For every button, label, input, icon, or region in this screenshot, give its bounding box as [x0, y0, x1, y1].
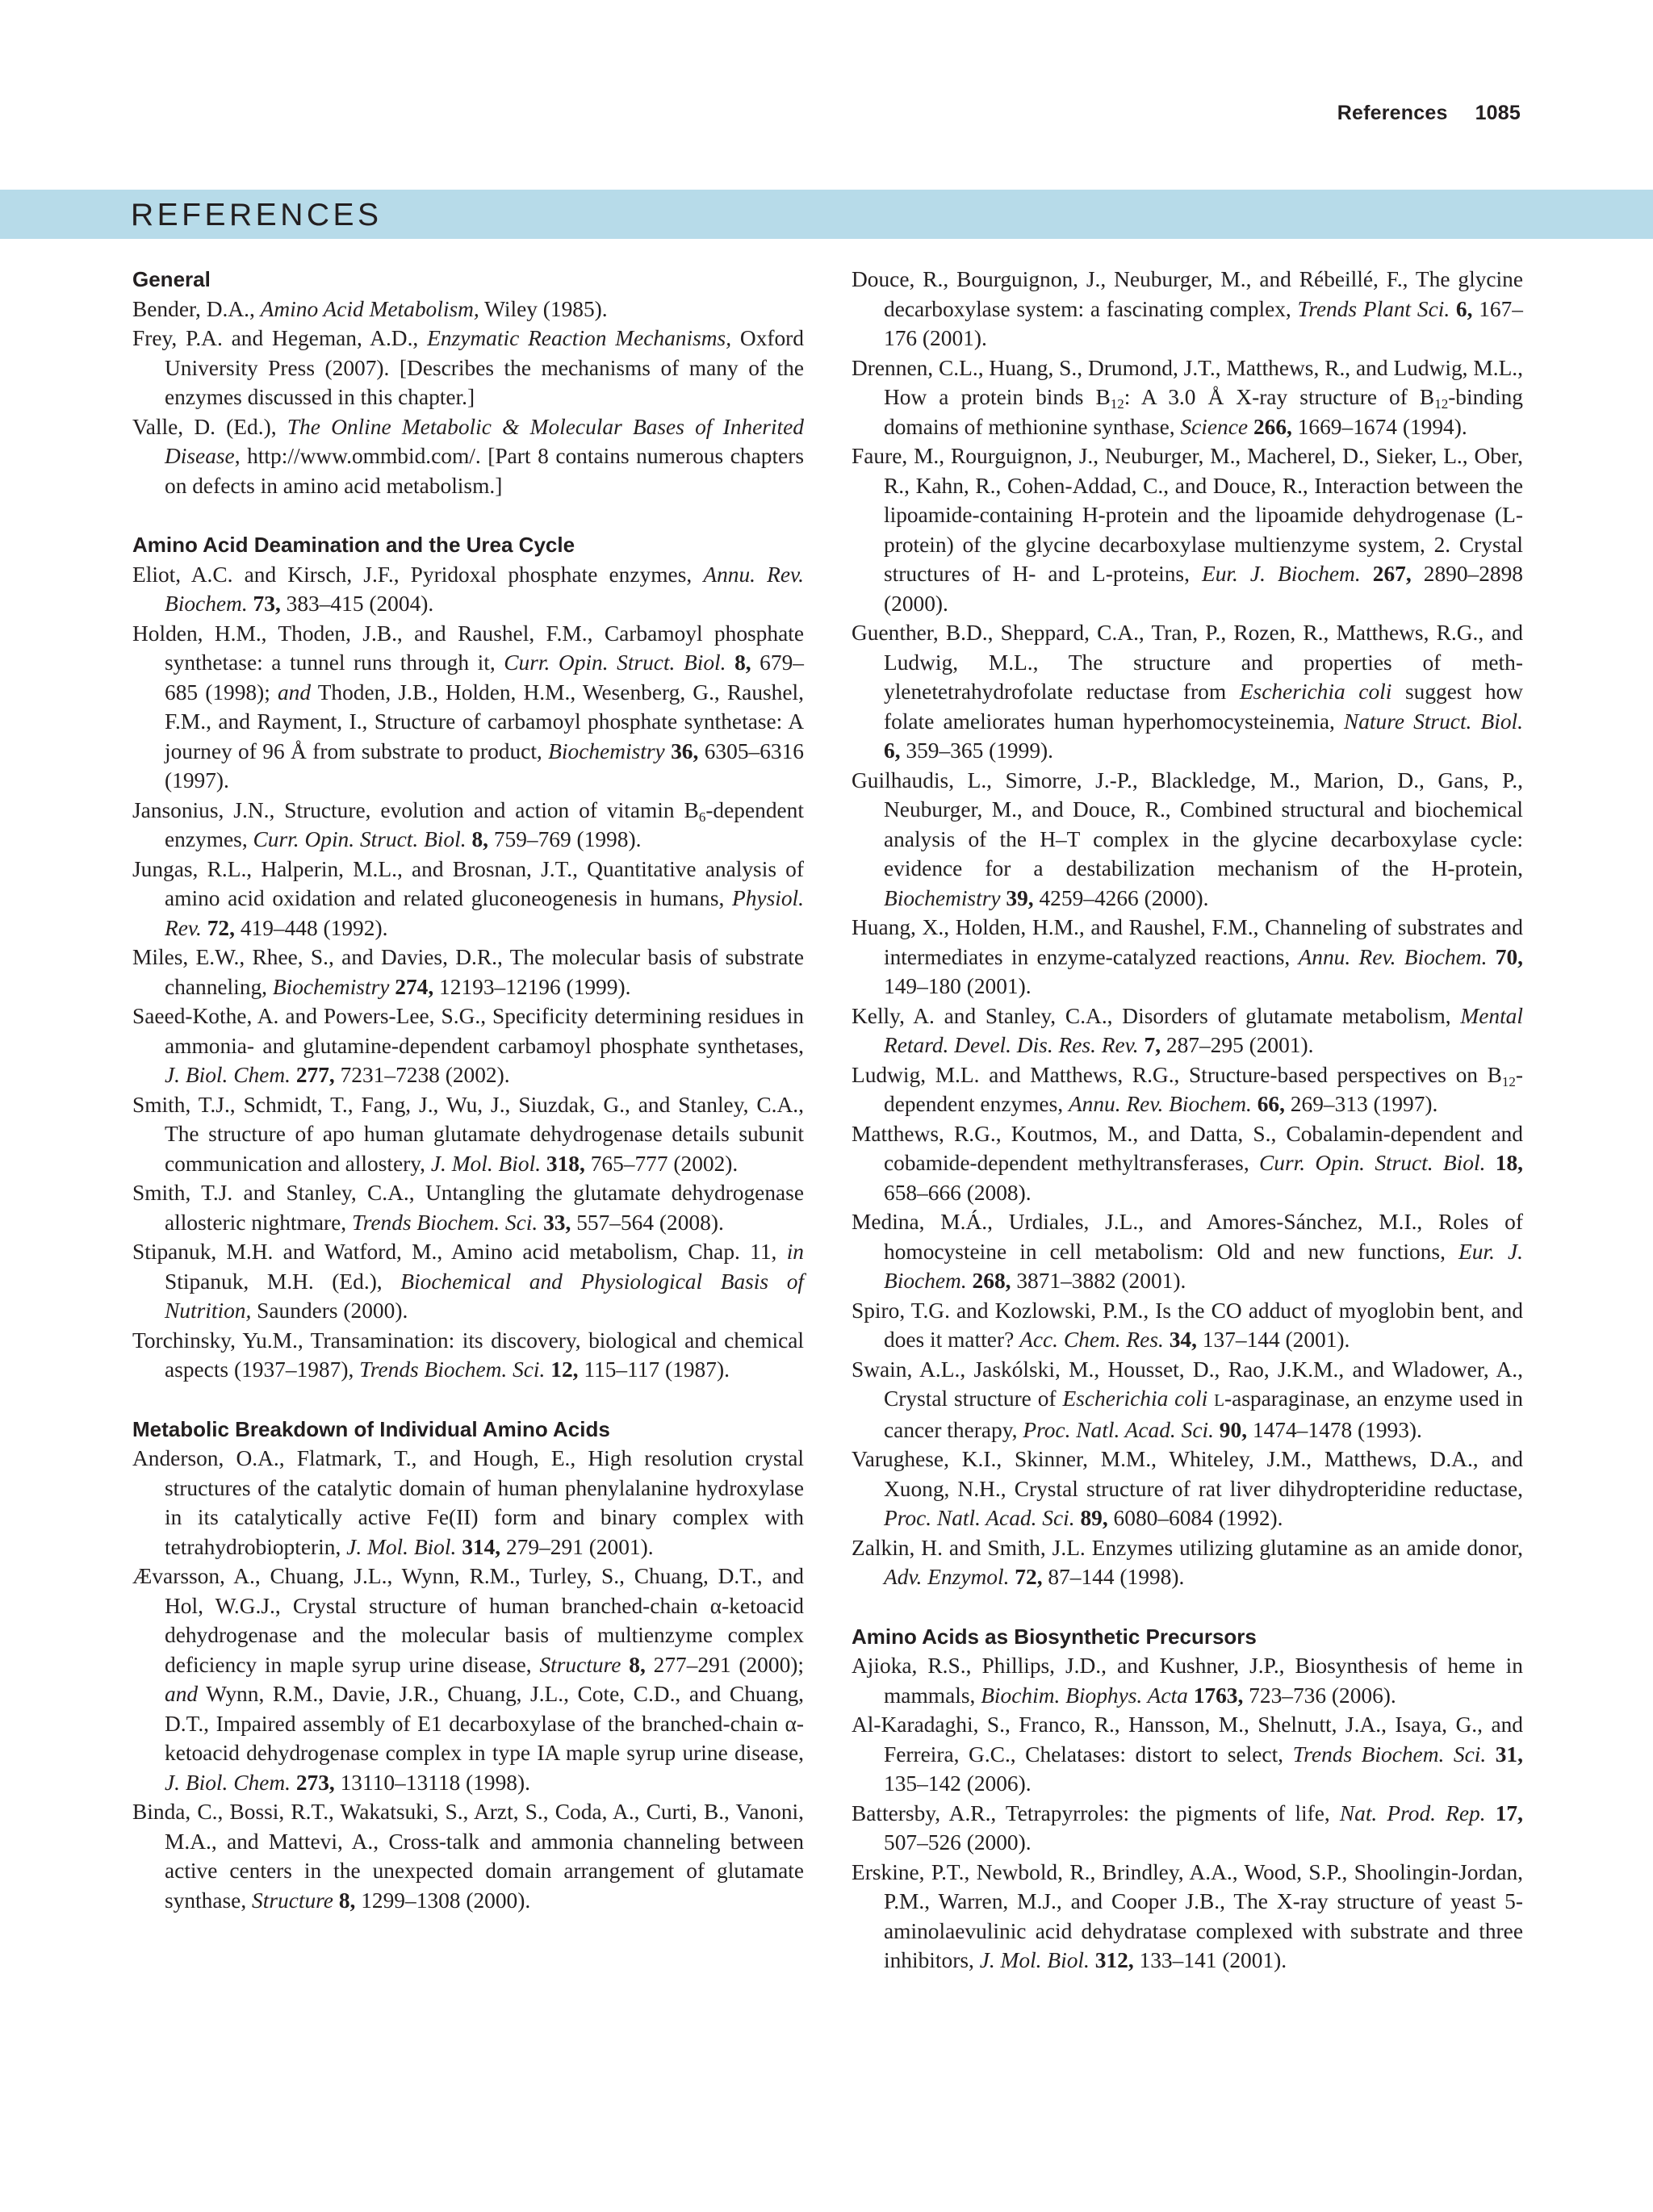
reference-entry: Al-Karadaghi, S., Franco, R., Hansson, M., Shelnutt, J.A., Isaya, G., and Ferreira, G.C., Chelatases: distort to select, Trends Biochem. Sci. 31, 135–142 (2006).	[852, 1712, 1523, 1796]
reference-entry: Drennen, C.L., Huang, S., Drumond, J.T., Matthews, R., and Ludwig, M.L., How a protein binds $B_{12}$: A 3.0 Å X-ray structure of $B_{12}$-binding domains of methionine synthase, Science 266, 1669–1674 (1994).	[852, 355, 1524, 439]
reference-entry: Zalkin, H. and Smith, J.L. Enzymes utilizing glutamine as an amide donor, Adv. Enzymol. 72, 87–144 (1998).	[852, 1535, 1523, 1589]
reference-entry: Ludwig, M.L. and Matthews, R.G., Structure-based perspectives on $B_{12}$-dependent enzymes, Annu. Rev. Biochem. 66, 269–313 (1997).	[852, 1062, 1523, 1116]
section-gap	[852, 1592, 1523, 1622]
reference-entry: Guenther, B.D., Sheppard, C.A., Tran, P., Rozen, R., Matthews, R.G., and Ludwig, M.L., The structure and properties of methylenetetrahydrofolate reductase from Escherichia coli suggest how folate ameliorates human hyperhomocysteinemia, Nature Struct. Biol. 6, 359–365 (1999).	[852, 621, 1523, 763]
running-head	[1337, 102, 1521, 125]
reference-entry: Ajioka, R.S., Phillips, J.D., and Kushner, J.P., Biosynthesis of heme in mammals, Biochim. Biophys. Acta 1763, 723–736 (2006).	[852, 1654, 1523, 1708]
section-heading: Amino Acid Deamination and the Urea Cycle	[132, 533, 575, 557]
left-column	[132, 265, 804, 1915]
reference-entry: Battersby, A.R., Tetrapyrroles: the pigments of life, Nat. Prod. Rep. 17, 507–526 (2000).	[852, 1800, 1523, 1854]
reference-entry: Swain, A.L., Jaskólski, M., Housset, D., Rao, J.K.M., and Wladower, A., Crystal structure of Escherichia coli L-asparaginase, an enzyme used in cancer therapy, Proc. Natl. Acad. Sci. 90, 1474–1478 (1993).	[852, 1357, 1523, 1442]
section-gap	[132, 1385, 804, 1415]
reference-entry: Binda, C., Bossi, R.T., Wakatsuki, S., Arzt, S., Coda, A., Curti, B., Vanoni, M.A., and Mattevi, A., Cross-talk and ammonia channeling between active centers in the unexpected domain arrangement of glutamate synthase, Structure 8, 1299–1308 (2000).	[132, 1800, 804, 1913]
reference-entry: Miles, E.W., Rhee, S., and Davies, D.R., The molecular basis of substrate channeling, Biochemistry 274, 12193–12196 (1999).	[132, 945, 804, 999]
reference-entry: Ævarsson, A., Chuang, J.L., Wynn, R.M., Turley, S., Chuang, D.T., and Hol, W.G.J., Crystal structure of human branched-chain α-ketoacid dehydrogenase and the molecular basis of multienzyme complex deficiency in maple syrup urine disease, Structure 8, 277–291 (2000); and Wynn, R.M., Davie, J.R., Chuang, J.L., Cote, C.D., and Chuang, D.T., Impaired assembly of E1 decarboxylase of the branched-chain α-ketoacid dehydrogenase complex in type IA maple syrup urine disease, J. Biol. Chem. 273, 13110–13118 (1998).	[132, 1564, 804, 1795]
reference-entry: Kelly, A. and Stanley, C.A., Disorders of glutamate metabolism, Mental Retard. Devel. Dis. Res. Rev. 7, 287–295 (2001).	[852, 1003, 1523, 1057]
reference-entry: Matthews, R.G., Koutmos, M., and Datta, S., Cobalamin-dependent and cobamide-dependent methyltransferases, Curr. Opin. Struct. Biol. 18, 658–666 (2008).	[852, 1121, 1523, 1205]
reference-entry: Huang, X., Holden, H.M., and Raushel, F.M., Channeling of substrates and intermediates in enzyme-catalyzed reactions, Annu. Rev. Biochem. 70, 149–180 (2001).	[852, 915, 1523, 998]
reference-entry: Douce, R., Bourguignon, J., Neuburger, M., and Rébeillé, F., The glycine decarboxylase system: a fascinating complex, Trends Plant Sci. 6, 167–176 (2001).	[852, 267, 1523, 350]
reference-entry: Bender, D.A., Amino Acid Metabolism, Wiley (1985).	[132, 296, 608, 321]
reference-entry: Jansonius, J.N., Structure, evolution and action of vitamin $B_6$-dependent enzymes, Curr. Opin. Struct. Biol. 8, 759–769 (1998).	[132, 797, 804, 851]
reference-entry: Varughese, K.I., Skinner, M.M., Whiteley, J.M., Matthews, D.A., and Xuong, N.H., Crystal structure of rat liver dihydropteridine reductase, Proc. Natl. Acad. Sci. 89, 6080–6084 (1992).	[852, 1447, 1523, 1530]
section-heading: General	[132, 267, 211, 291]
reference-entry: Stipanuk, M.H. and Watford, M., Amino acid metabolism, Chap. 11, in Stipanuk, M.H. (Ed.), Biochemical and Physiological Basis of Nutrition, Saunders (2000).	[132, 1240, 804, 1323]
running-head-section: References	[1337, 102, 1448, 124]
reference-entry: Frey, P.A. and Hegeman, A.D., Enzymatic Reaction Mechanisms, Oxford University Press (2007). [Describes the mechanisms of many of the enzymes discussed in this chapter.]	[132, 326, 805, 409]
reference-entry: Smith, T.J., Schmidt, T., Fang, J., Wu, J., Siuzdak, G., and Stanley, C.A., The structure of apo human glutamate dehydrogenase details subunit communication and allostery, J. Mol. Biol. 318, 765–777 (2002).	[132, 1092, 804, 1176]
reference-entry: Erskine, P.T., Newbold, R., Brindley, A.A., Wood, S.P., Shoolingin-Jordan, P.M., Warren, M.J., and Cooper J.B., The X-ray structure of yeast 5-aminolaevulinic acid dehydratase complexed with substrate and three inhibitors, J. Mol. Biol. 312, 133–141 (2001).	[852, 1859, 1523, 1972]
reference-entry: Anderson, O.A., Flatmark, T., and Hough, E., High resolution crystal structures of the catalytic domain of human phenylalanine hydroxylase in its catalytically active Fe(II) form and binary complex with tetrahydrobiopterin, J. Mol. Biol. 314, 279–291 (2001).	[132, 1446, 804, 1559]
section-heading: Amino Acids as Biosynthetic Precursors	[852, 1624, 1257, 1649]
reference-entry: Valle, D. (Ed.), The Online Metabolic & Molecular Bases of Inherited Disease, http://www.ommbid.com/. [Part 8 contains numerous chapters on defects in amino acid metabolism.]	[132, 414, 804, 498]
reference-entry: Spiro, T.G. and Kozlowski, P.M., Is the CO adduct of myoglobin bent, and does it matter? Acc. Chem. Res. 34, 137–144 (2001).	[852, 1298, 1523, 1352]
reference-entry: Faure, M., Rourguignon, J., Neuburger, M., Macherel, D., Sieker, L., Ober, R., Kahn, R., Cohen-Addad, C., and Douce, R., Interaction between the lipoamide-containing H-protein and the lipoamide dehydrogenase (L-protein) of the glycine decarboxylase multienzyme system, 2. Crystal structures of H- and L-proteins, Eur. J. Biochem. 267, 2890–2898 (2000).	[852, 444, 1524, 616]
references-banner	[0, 190, 1653, 239]
right-column	[852, 265, 1523, 1976]
reference-entry: Smith, T.J. and Stanley, C.A., Untangling the glutamate dehydrogenase allosteric nightmare, Trends Biochem. Sci. 33, 557–564 (2008).	[132, 1181, 804, 1235]
page-number: 1085	[1475, 102, 1521, 124]
reference-entry: Saeed-Kothe, A. and Powers-Lee, S.G., Specificity determining residues in ammonia- and glutamine-dependent carbamoyl phosphate synthetases, J. Biol. Chem. 277, 7231–7238 (2002).	[132, 1004, 804, 1087]
reference-entry: Eliot, A.C. and Kirsch, J.F., Pyridoxal phosphate enzymes, Annu. Rev. Biochem. 73, 383–415 (2004).	[132, 562, 805, 616]
reference-entry: Jungas, R.L., Halperin, M.L., and Brosnan, J.T., Quantitative analysis of amino acid oxidation and related gluconeogenesis in humans, Physiol. Rev. 72, 419–448 (1992).	[132, 856, 804, 940]
reference-entry: Guilhaudis, L., Simorre, J.-P., Blackledge, M., Marion, D., Gans, P., Neuburger, M., and Douce, R., Combined structural and biochemical analysis of the H–T complex in the glycine decarboxylase cycle: evidence for a destabilization mechanism of the H-protein, Biochemistry 39, 4259–4266 (2000).	[852, 767, 1523, 910]
reference-entry: Holden, H.M., Thoden, J.B., and Raushel, F.M., Carbamoyl phosphate synthetase: a tunnel runs through it, Curr. Opin. Struct. Biol. 8, 679–685 (1998); and Thoden, J.B., Holden, H.M., Wesenberg, G., Raushel, F.M., and Rayment, I., Structure of carbamoyl phosphate synthetase: A journey of 96 Å from substrate to product, Biochemistry 36, 6305–6316 (1997).	[132, 621, 804, 792]
banner-title: REFERENCES	[131, 198, 383, 232]
section-gap	[132, 500, 804, 530]
reference-entry: Torchinsky, Yu.M., Transamination: its discovery, biological and chemical aspects (1937–1987), Trends Biochem. Sci. 12, 115–117 (1987).	[132, 1328, 804, 1382]
reference-entry: Medina, M.Á., Urdiales, J.L., and Amores-Sánchez, M.I., Roles of homocysteine in cell metabolism: Old and new functions, Eur. J. Biochem. 268, 3871–3882 (2001).	[852, 1210, 1523, 1293]
section-heading: Metabolic Breakdown of Individual Amino Acids	[132, 1416, 610, 1441]
